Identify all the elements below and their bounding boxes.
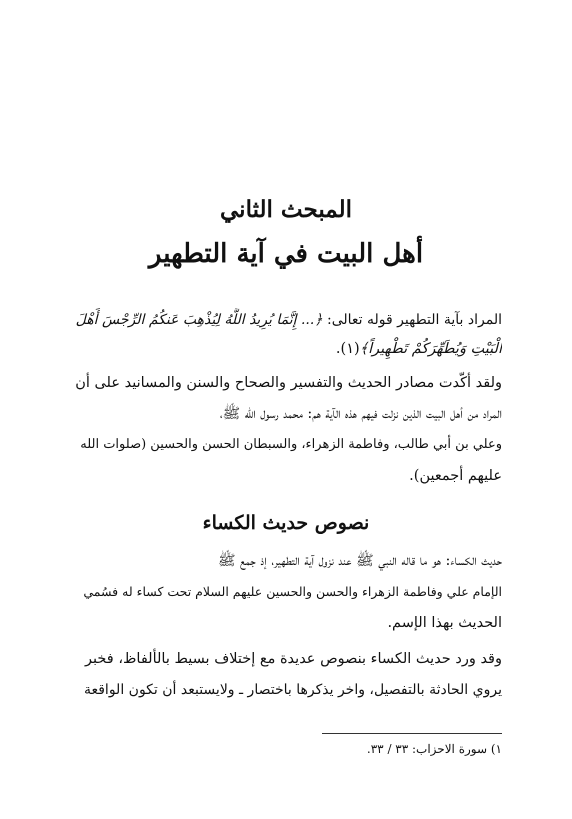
paragraph-1-line-2 <box>70 337 502 361</box>
paragraph-4-line-1: وقد ورد حديث الكساء بنصوص عديدة مع إختلاف بسيط بالألفاظ، فخبر <box>85 651 502 667</box>
paragraph-2-line-1: ولقد أكّدت مصادر الحديث والتفسير والصحاح والسنن والمسانيد على أن <box>75 375 502 391</box>
verse-intro: المراد بآية التطهير قوله تعالى: <box>327 312 502 328</box>
paragraph-3-line-1: حديث الكساء: هو ما قاله النبي ﷺ عند نزول آية التطهير، إذ جمع ﷺ <box>217 553 502 569</box>
paragraph-3-line-2: الإمام علي وفاطمة الزهراء والحسن والحسين عليهم السلام تحت كساء له فسُمي <box>83 584 502 599</box>
footnote-ref: (١). <box>335 341 360 357</box>
footnote: ١) سورة الاحزاب: ٣٣ / ٣٣. <box>366 742 502 756</box>
paragraph-2-line-4: عليهم أجمعين). <box>409 468 502 484</box>
section-heading: نصوص حديث الكساء <box>202 512 370 534</box>
chapter-title: المبحث الثاني <box>220 196 352 223</box>
chapter-subtitle: أهل البيت في آية التطهير <box>148 239 424 269</box>
paragraph-3-line-3: الحديث بهذا الإسم. <box>387 615 502 631</box>
paragraph-4-line-2: يروي الحادثة بالتفصيل، واخر يذكرها باختصار ـ ولايستبعد أن تكون الواقعة <box>83 682 502 698</box>
quran-verse-continued: الْبَيْتِ وَيُطَهِّرَكُمْ تَطْهِيراً﴾ <box>359 341 502 357</box>
paragraph-1-line-1 <box>70 308 502 332</box>
paragraph-2-line-2: المراد من أهل البيت الذين نزلت فيهم هذه الآية هم: محمد رسول الله ﷺ، <box>219 406 502 422</box>
quran-verse: ﴿... إِنَّمَا يُرِيدُ اللَّهُ لِيُذْهِبَ عَنكُمُ الرِّجْسَ أَهْلَ <box>75 312 323 328</box>
footnote-divider <box>322 733 502 734</box>
paragraph-2-line-3: وعلي بن أبي طالب، وفاطمة الزهراء، والسبطان الحسن والحسين (صلوات الله <box>80 437 502 452</box>
